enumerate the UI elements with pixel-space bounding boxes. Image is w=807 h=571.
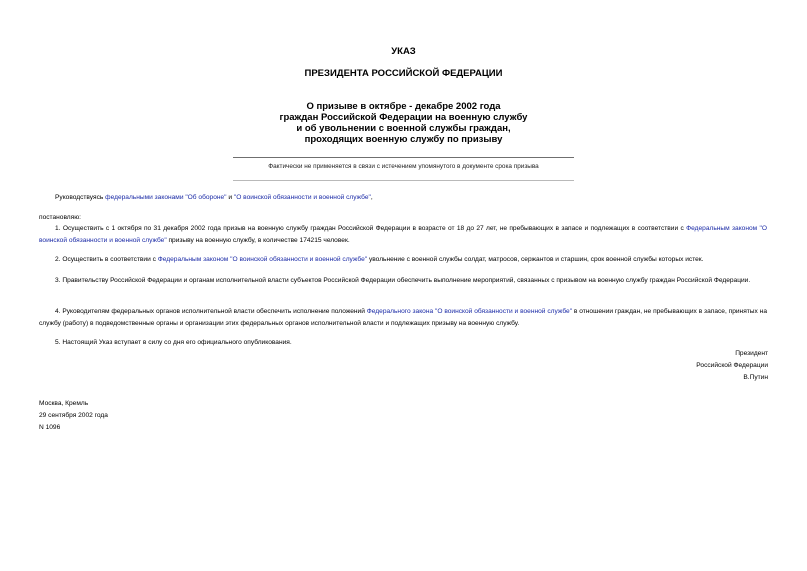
document-number: N 1096 bbox=[39, 424, 61, 431]
preamble-prefix: Руководствуясь bbox=[55, 194, 106, 201]
title-line: граждан Российской Федерации на военную службу bbox=[279, 112, 528, 123]
link-law-military-duty[interactable]: "О воинской обязанности и военной службе" bbox=[233, 194, 371, 201]
place: Москва, Кремль bbox=[39, 400, 89, 407]
document-footer bbox=[39, 398, 108, 434]
paragraph-1 bbox=[39, 223, 767, 247]
signature-line: Российской Федерации bbox=[696, 362, 768, 369]
document-issuer: ПРЕЗИДЕНТА РОССИЙСКОЙ ФЕДЕРАЦИИ bbox=[304, 68, 503, 79]
paragraph-3 bbox=[39, 275, 767, 287]
link-federal-law-military-duty[interactable]: Федеральным законом "О воинской обязанности и военной службе" bbox=[39, 225, 767, 244]
signature-line: В.Путин bbox=[743, 374, 768, 381]
divider-top bbox=[233, 157, 574, 158]
link-federal-laws-defense[interactable]: федеральными законами "Об обороне" bbox=[105, 194, 227, 201]
paragraph-5 bbox=[39, 337, 767, 349]
divider-bottom bbox=[233, 180, 574, 181]
paragraph-text: 1. Осуществить с 1 октября по 31 декабря 2002 года призыв на военную службу граждан Российской Федерации в возрасте от 18 до 27 лет, не пребывающих в запасе и подлежащих в соответствии с bbox=[55, 225, 687, 232]
paragraph-text: 3. Правительству Российской Федерации и органам исполнительной власти субъектов Российской Федерации обеспечить выполнение мероприятий, связанных с призывом на военную службу граждан Российской Федерации. bbox=[55, 277, 751, 284]
paragraph-text: 2. Осуществить в соответствии с bbox=[55, 256, 158, 263]
link-federal-law-military-duty[interactable]: Федерального закона "О воинской обязанности и военной службе" bbox=[366, 308, 573, 315]
signature-line: Президент bbox=[735, 350, 768, 357]
paragraph-text: 4. Руководителям федеральных органов исполнительной власти обеспечить исполнение положений bbox=[55, 308, 367, 315]
status-note: Фактически не применяется в связи с истечением упомянутого в документе срока призыва bbox=[268, 163, 539, 170]
document-kind: УКАЗ bbox=[391, 46, 416, 57]
paragraph-text: увольнение с военной службы солдат, матросов, сержантов и старшин, срок военной службы которых истек. bbox=[367, 256, 704, 263]
title-line: О призыве в октябре - декабре 2002 года bbox=[306, 101, 501, 112]
paragraph-2 bbox=[39, 254, 767, 266]
decree-word: постановляю: bbox=[39, 214, 82, 221]
paragraph-4 bbox=[39, 306, 767, 330]
paragraph-text: в отношении граждан, не пребывающих в запасе, принятых на службу (работу) в подведомственные органы и организации этих федеральных органов исполнительной власти и подлежащих призыву на военную службу. bbox=[39, 308, 767, 327]
preamble-suffix: , bbox=[370, 194, 373, 201]
preamble-mid: и bbox=[226, 194, 234, 201]
paragraph-text: призыву на военную службу, в количестве 174215 человек. bbox=[166, 237, 350, 244]
signature-block bbox=[696, 348, 768, 384]
link-federal-law-military-duty[interactable]: Федеральным законом "О воинской обязанности и военной службе" bbox=[157, 256, 368, 263]
title-line: проходящих военную службу по призыву bbox=[304, 134, 503, 145]
title-line: и об увольнении с военной службы граждан, bbox=[296, 123, 511, 134]
document-title bbox=[0, 101, 807, 145]
preamble bbox=[39, 192, 767, 204]
date: 29 сентября 2002 года bbox=[39, 412, 108, 419]
paragraph-text: 5. Настоящий Указ вступает в силу со дня его официального опубликования. bbox=[55, 339, 292, 346]
